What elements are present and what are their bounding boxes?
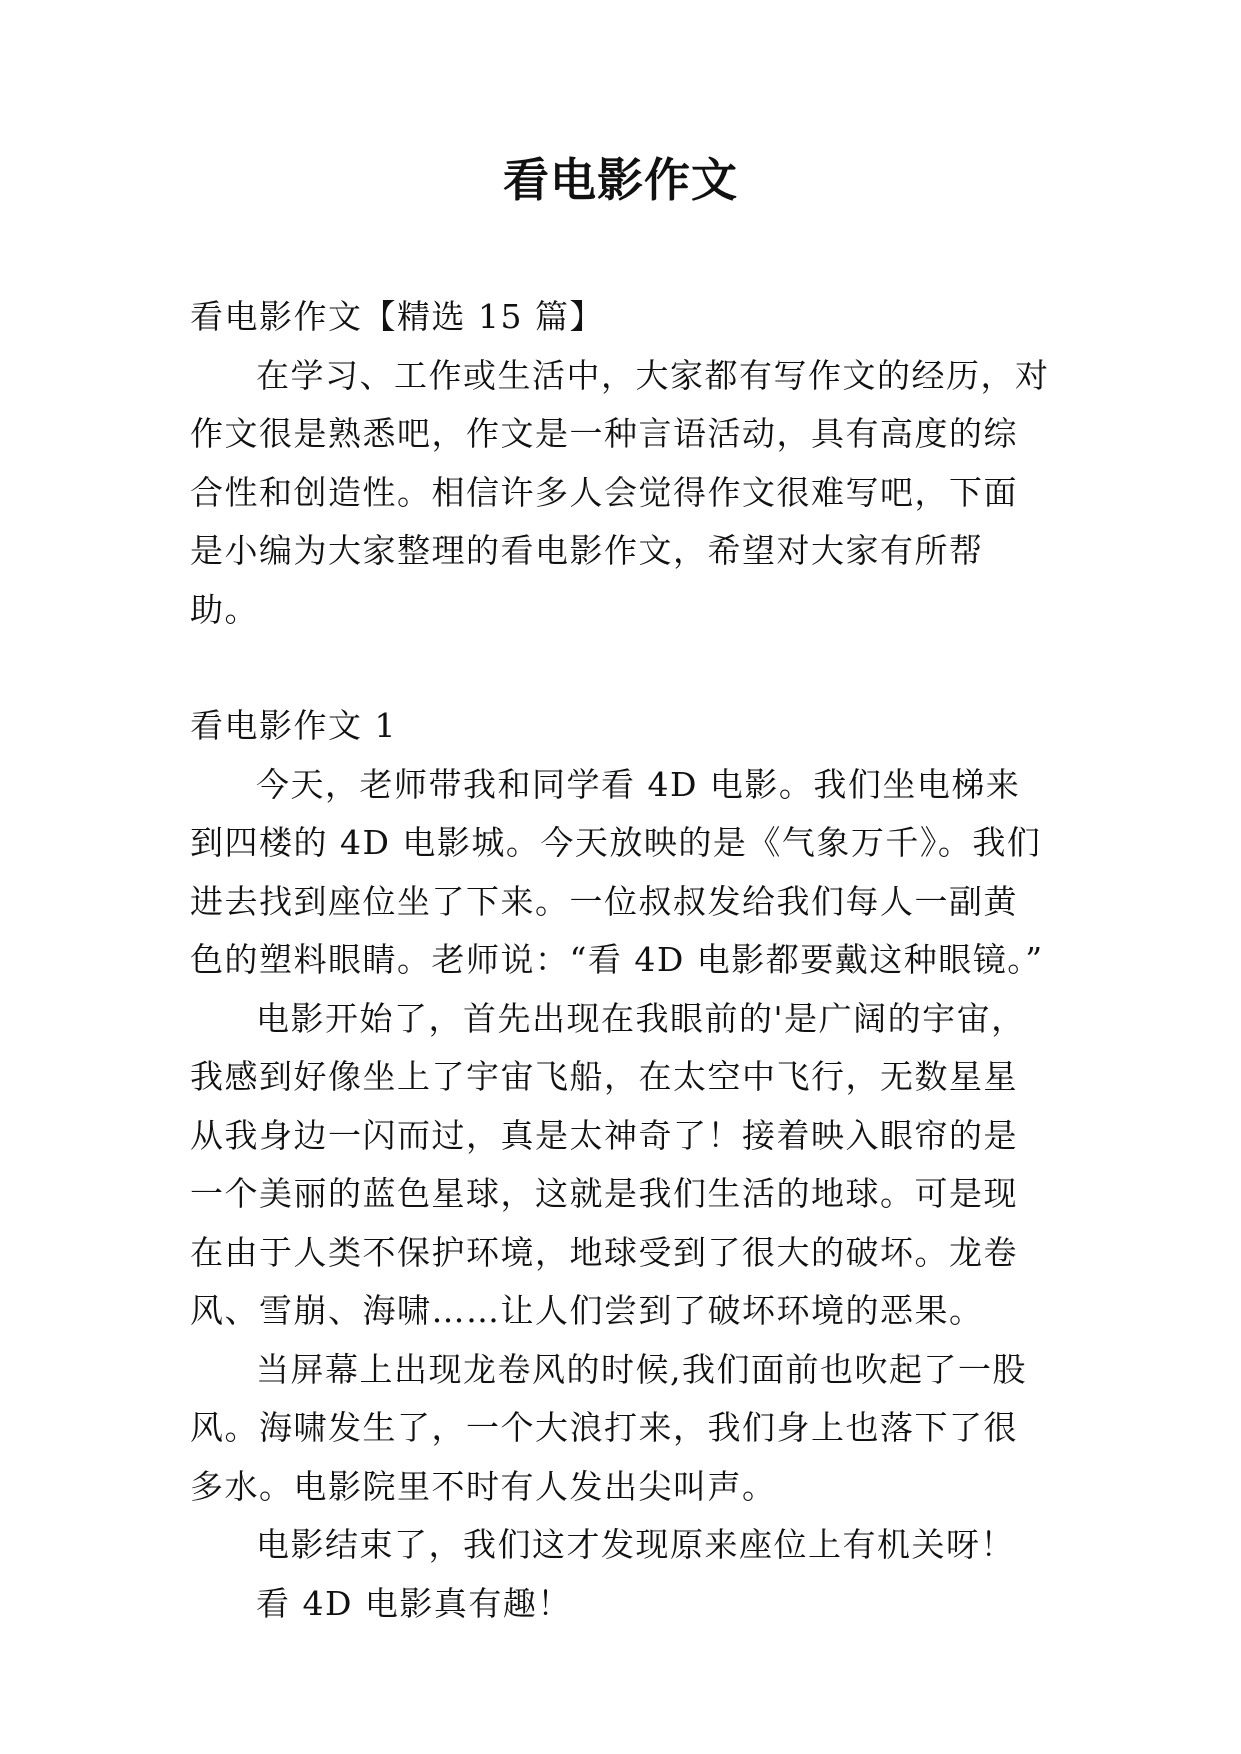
- document-subtitle: 看电影作文【精选 15 篇】: [190, 297, 604, 336]
- document-title: 看电影作文: [503, 153, 738, 207]
- section-paragraph: 当屏幕上出现龙卷风的时候,我们面前也吹起了一股风。海啸发生了，一个大浪打来，我们身上也落下了很多水。电影院里不时有人发出尖叫声。: [190, 1349, 1027, 1506]
- intro-paragraph: 在学习、工作或生活中，大家都有写作文的经历，对作文很是熟悉吧，作文是一种言语活动，具有高度的综合性和创造性。相信许多人会觉得作文很难写吧，下面是小编为大家整理的看电影作文，希望对大家有所帮助。: [190, 355, 1050, 629]
- section-paragraph: 看 4D 电影真有趣！: [256, 1583, 572, 1623]
- section-paragraph: 电影开始了，首先出现在我眼前的'是广阔的宇宙，我感到好像坐上了宇宙飞船，在太空中飞行，无数星星从我身边一闪而过，真是太神奇了！接着映入眼帘的是一个美丽的蓝色星球，这就是我们生活的地球。可是现在由于人类不保护环境，地球受到了很大的破坏。龙卷风、雪崩、海啸……让人们尝到了破坏环境的恶果。: [190, 998, 1026, 1330]
- section-paragraph: 电影结束了，我们这才发现原来座位上有机关呀！: [256, 1525, 1015, 1564]
- document-body: [190, 288, 1052, 1633]
- section-paragraph: 今天，老师带我和同学看 4D 电影。我们坐电梯来到四楼的 4D 电影城。今天放映的是《气象万千》。我们进去找到座位坐了下来。一位叔叔发给我们每人一副黄色的塑料眼睛。老师说：“看 4D 电影都要戴这种眼镜。”: [190, 764, 1044, 979]
- section-heading: 看电影作文 1: [190, 706, 397, 745]
